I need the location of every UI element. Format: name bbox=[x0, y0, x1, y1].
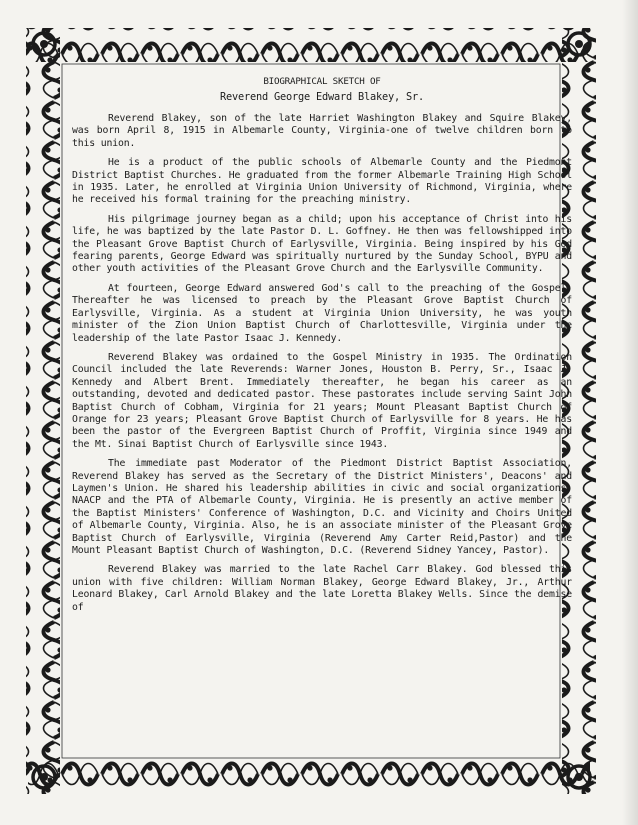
document-subheading: Reverend George Edward Blakey, Sr. bbox=[220, 91, 424, 103]
paragraph-birth: Reverend Blakey, son of the late Harriet Washington Blakey and Squire Blakey, was born April 8, 1915 in Albemarle County, Virginia-one of twelve children born to this union. bbox=[72, 113, 572, 149]
paragraph-leadership: The immediate past Moderator of the Piedmont District Baptist Association, Reverend Blakey has served as the Secretary of the District Ministers', Deacons' and Laymen's Union. He shared his leadership abilities in civic and social organizations-NAACP and the PTA of Albemarle County, Virginia. He is presently an active member of the Baptist Ministers' Conference of Washington, D.C. and Vicinity and Choirs United of Albemarle County, Virginia. Also, he is an associate minister of the Pleasant Grove Baptist Church of Earlysville, Virginia (Reverend Amy Carter Reid,Pastor) and the Mount Pleasant Baptist Church of Washington, D.C. (Reverend Sidney Yancey, Pastor). bbox=[72, 458, 572, 556]
document-heading: BIOGRAPHICAL SKETCH OF bbox=[263, 76, 381, 87]
paragraph-pilgrimage: His pilgrimage journey began as a child; upon his acceptance of Christ into his life, he was baptized by the late Pastor D. L. Goffney. He then was fellowshipped into the Pleasant Grove Baptist Church of Earlysville, Virginia. Being inspired by his God fearing parents, George Edward was spiritually nurtured by the Sunday School, BYPU and other youth activities of the Pleasant Grove Church and the Earlysville Community. bbox=[72, 213, 572, 275]
paragraph-call-to-preach: At fourteen, George Edward answered God's call to the preaching of the Gospel. Thereafter he was licensed to preach by the Pleasant Grove Baptist Church of Earlysville, Virginia. As a student at Virginia Union University, he was youth minister of the Zion Union Baptist Church of Charlottesville, Virginia under the leadership of the late Pastor Isaac J. Kennedy. bbox=[72, 282, 572, 344]
biography-text-area bbox=[72, 72, 572, 758]
paragraph-education: He is a product of the public schools of Albemarle County and the Piedmont District Baptist Churches. He graduated from the former Albemarle Training High School in 1935. Later, he enrolled at Virginia Union University of Richmond, Virginia, where he received his formal training for the preaching ministry. bbox=[72, 157, 572, 206]
paragraph-ordination: Reverend Blakey was ordained to the Gospel Ministry in 1935. The Ordination Council included the late Reverends: Warner Jones, Houston B. Perry, Sr., Isaac J. Kennedy and Albert Brent. Immediately thereafter, he began his career as an outstanding, devoted and dedicated pastor. These pastorates include serving Saint John Baptist Church of Cobham, Virginia for 21 years; Mount Pleasant Baptist Church of Orange for 23 years; Pleasant Grove Baptist Church of Earlysville for 8 years. He has been the pastor of the Evergreen Baptist Church of Proffit, Virginia since 1949 and the Mt. Sinai Baptist Church of Earlysville since 1943. bbox=[72, 351, 572, 450]
paragraph-family: Reverend Blakey was married to the late Rachel Carr Blakey. God blessed this union with five children: William Norman Blakey, George Edward Blakey, Jr., Arthur Leonard Blakey, Carl Arnold Blakey and the late Loretta Blakey Wells. Since the demise of bbox=[72, 564, 572, 613]
